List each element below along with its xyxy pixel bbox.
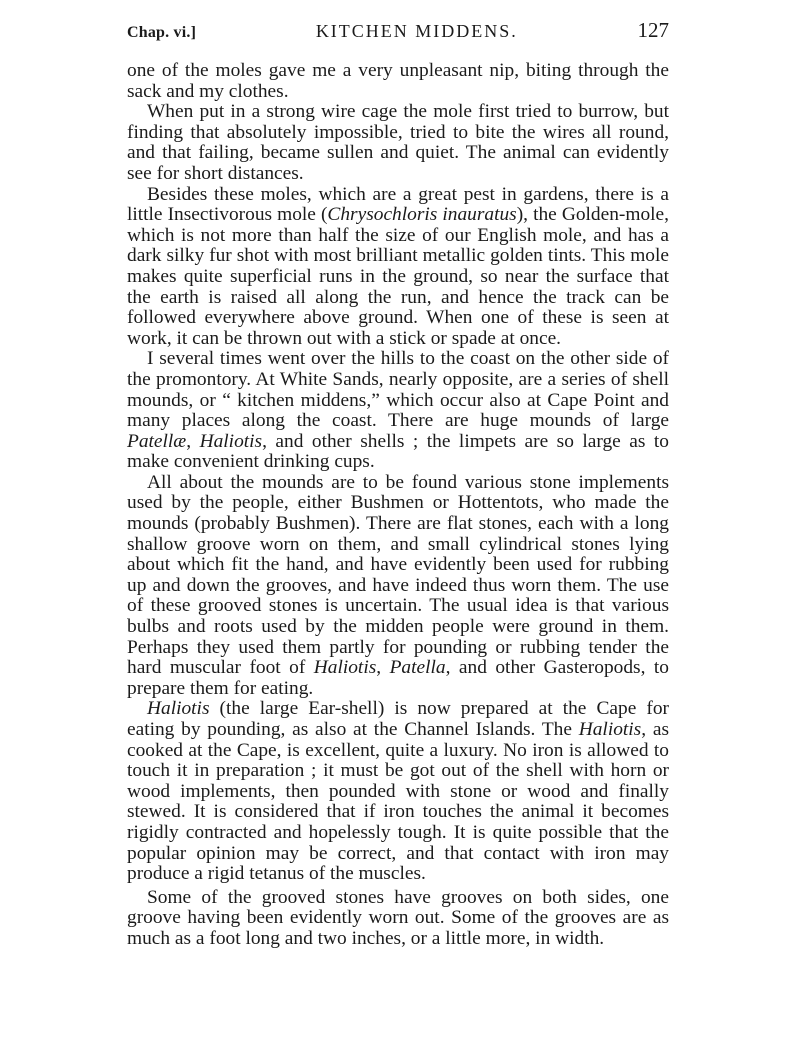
text-run: All about the mounds are to be found various stone implements used by the people, either Bushmen or Hottentots, who made the mounds (probably Bushmen). There are flat stones, each with a long shallow groove worn on them, and small cylindrical stones lying about which fit the hand, and have evidently been used for rubbing up and down the grooves, and have indeed thus worn them. The use of these grooved stones is uncertain. The usual idea is that various bulbs and roots used by the midden people were ground in them. Perhaps they used them partly for pounding or rubbing tender the hard muscular foot of [127,471,669,679]
text-run: , [186,430,200,452]
paragraph [127,473,669,700]
text-run: one of the moles gave me a very unpleasant nip, biting through the sack and my clothes. [127,60,669,102]
text-run: , and other Gasteropods, to prepare them for eating. [127,657,669,699]
genus-name: Patellæ [127,430,187,452]
text-run: ), the Golden-mole, which is not more than half the size of our English mole, and has a dark silky fur shot with most brilliant metallic golden tints. This mole makes quite superficial runs in the ground, so near the surface that the earth is raised all along the run, and hence the track can be followed everywhere above ground. When one of these is seen at work, it can be thrown out with a stick or spade at once. [127,204,669,349]
page-number: 127 [637,18,669,42]
running-header [127,18,669,46]
text-run: Besides these moles, which are a great pest in gardens, there is a little Insectivorous mole ( [127,183,669,226]
text-run: I several times went over the hills to the coast on the other side of the promontory. At White Sands, nearly opposite, are a series of shell mounds, or “ kitchen middens,” which occur also at Cape Point and many places along the coast. There are huge mounds of large [127,348,669,432]
genus-name: Haliotis [578,719,642,740]
genus-name: Haliotis [147,698,210,720]
text-run: , and other shells ; the limpets are so large as to make convenient drinking cups. [127,430,669,473]
paragraph [127,102,669,184]
chapter-reference: Chap. vi.] [127,24,197,41]
text-run: , as cooked at the Cape, is excellent, quite a luxury. No iron is allowed to touch it in preparation ; it must be got out of the shell with horn or wood implements, then pounded with stone or wood and finally stewed. It is considered that if iron touches the animal it becomes rigidly contracted and hopelessly tough. It is quite possible that the popular opinion may be correct, and that contact with iron may produce a rigid tetanus of the muscles. [127,719,669,885]
genus-name: Haliotis [199,430,263,452]
paragraph [127,61,669,102]
text-run: Some of the grooved stones have grooves on both sides, one groove having been evidently worn out. Some of the grooves are as much as a foot long and two inches, or a little more, in width. [127,886,669,949]
text-run: , [376,657,390,679]
species-name: Chrysochloris inauratus [327,204,517,226]
running-title: KITCHEN MIDDENS. [315,21,518,41]
text-run: (the large Ear-shell) is now prepared at the Cape for eating by pounding, as also at the Channel Islands. The [127,698,669,740]
paragraph [127,185,669,350]
genus-name: Haliotis [313,657,377,679]
paragraph [127,888,669,950]
text-run: When put in a strong wire cage the mole first tried to burrow, but finding that absolutely impossible, tried to bite the wires all round, and that failing, became sullen and quiet. The animal can evidently see for short distances. [127,101,669,184]
paragraph [127,699,669,884]
genus-name: Patella [389,657,446,679]
paragraph [127,349,669,473]
body-text [127,61,669,950]
